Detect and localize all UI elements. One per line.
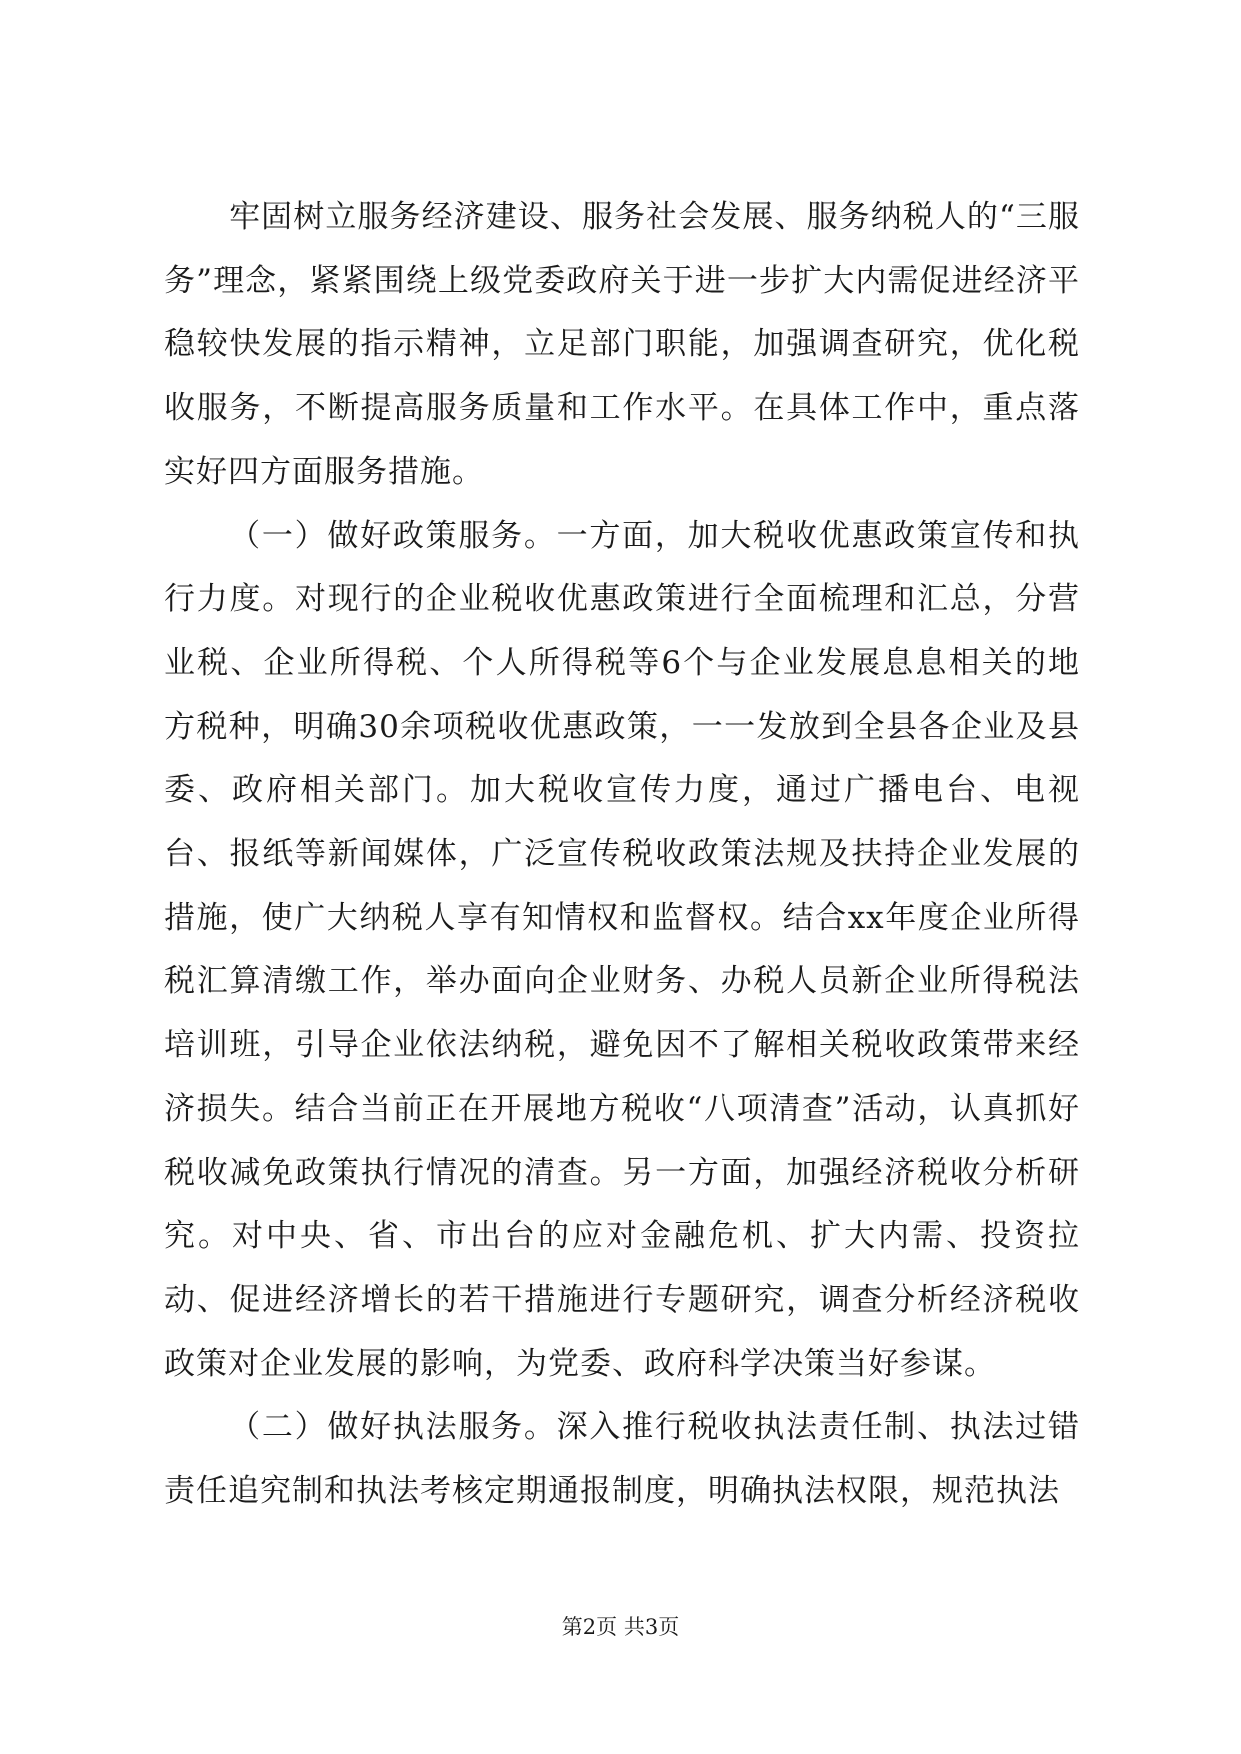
paragraph-law-enforcement-service: （二）做好执法服务。深入推行税收执法责任制、执法过错责任追究制和执法考核定期通报制度，明确执法权限，规范执法 [164,1409,1080,1510]
document-body [164,186,1080,1524]
paragraph-policy-service: （一）做好政策服务。一方面，加大税收优惠政策宣传和执行力度。对现行的企业税收优惠政策进行全面梳理和汇总，分营业税、企业所得税、个人所得税等6个与企业发展息息相关的地方税种，明确30余项税收优惠政策，一一发放到全县各企业及县委、政府相关部门。加大税收宣传力度，通过广播电台、电视台、报纸等新闻媒体，广泛宣传税收政策法规及扶持企业发展的措施，使广大纳税人享有知情权和监督权。结合xx年度企业所得税汇算清缴工作，举办面向企业财务、办税人员新企业所得税法培训班，引导企业依法纳税，避免因不了解相关税收政策带来经济损失。结合当前正在开展地方税收“八项清查”活动，认真抓好税收减免政策执行情况的清查。另一方面，加强经济税收分析研究。对中央、省、市出台的应对金融危机、扩大内需、投资拉动、促进经济增长的若干措施进行专题研究，调查分析经济税收政策对企业发展的影响，为党委、政府科学决策当好参谋。 [164,517,1080,1382]
page-footer: 第2页 共3页 [561,1615,680,1639]
paragraph-intro: 牢固树立服务经济建设、服务社会发展、服务纳税人的“三服务”理念，紧紧围绕上级党委政府关于进一步扩大内需促进经济平稳较快发展的指示精神，立足部门职能，加强调查研究，优化税收服务，不断提高服务质量和工作水平。在具体工作中，重点落实好四方面服务措施。 [164,199,1080,490]
